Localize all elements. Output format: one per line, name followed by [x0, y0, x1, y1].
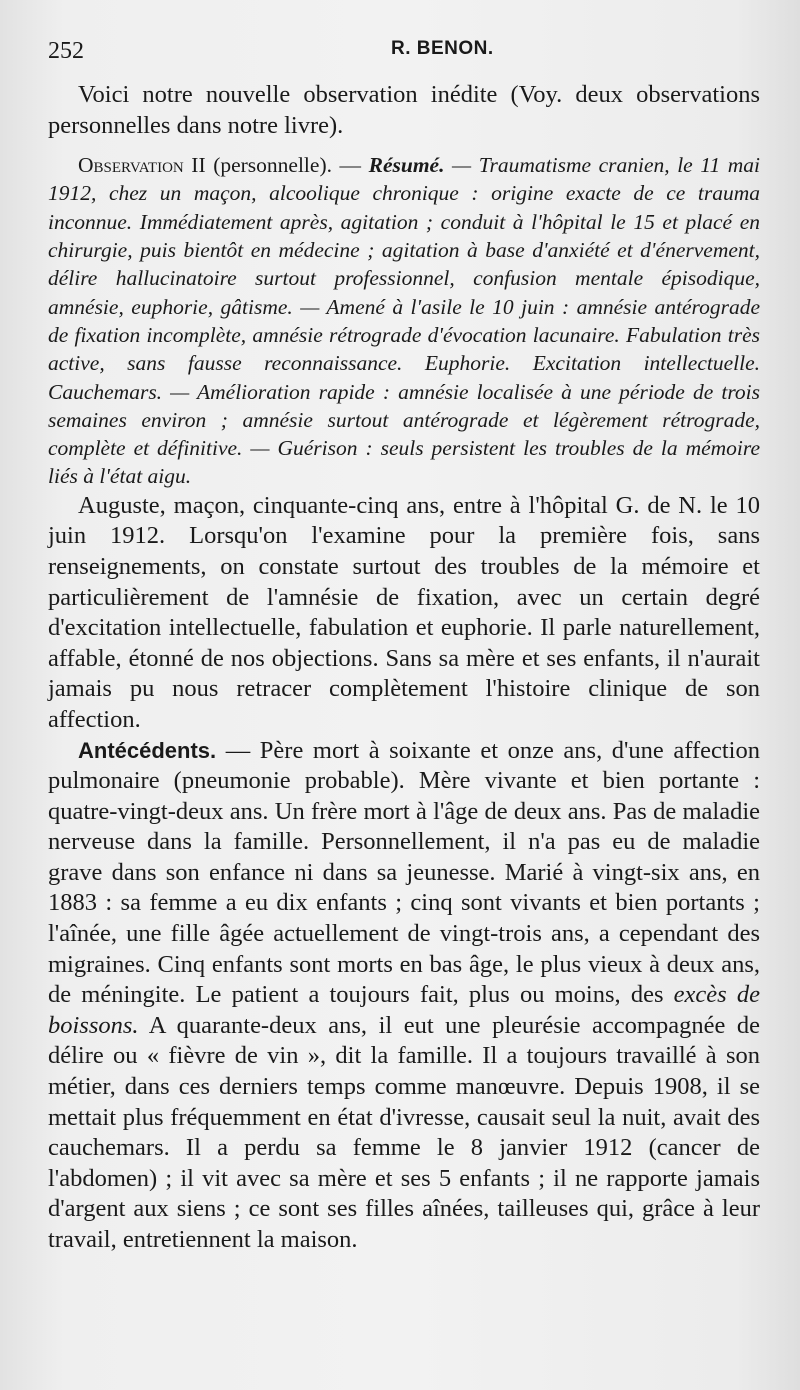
page-number: 252	[48, 38, 84, 64]
resume-label: Résumé.	[368, 153, 445, 178]
antecedents-emphasis: excès de boissons.	[48, 981, 761, 1039]
running-head: R. BENON.	[391, 38, 494, 59]
antecedents-text-part2: A quarante-deux ans, il eut une pleurésie accompagnée de délire ou « fièvre de vin », dit la famille. Il a toujours travaillé à son métier, dans ces derniers temps comme manœuvre. Depuis 1908, il se mettait plus fréquemment en état d'ivresse, causait seul la nuit, avait des cauchemars. Il a perdu sa femme le 8 janvier 1912 (cancer de l'abdomen) ; il vit avec sa mère et ses 5 enfants ; il ne rapporte jamais d'argent aux siens ; ce sont ses filles aînées, tailleuses qui, grâce à leur travail, entretiennent la maison.	[48, 1011, 760, 1253]
intro-paragraph: Voici notre nouvelle observation inédite (Voy. deux observations personnelles dans notre livre).	[48, 81, 760, 139]
page-body	[48, 80, 760, 1256]
page-header	[48, 38, 758, 72]
observation-label-suffix: (personnelle). —	[205, 153, 369, 178]
auguste-paragraph: Auguste, maçon, cinquante-cinq ans, entre à l'hôpital G. de N. le 10 juin 1912. Lorsqu'on l'examine pour la première fois, sans renseignements, on constate surtout des troubles de la mémoire et particulièrement de l'amnésie de fixation, avec un certain degré d'excitation intellectuelle, fabulation et euphorie. Il parle naturellement, affable, étonné de nos objections. Sans sa mère et ses enfants, il n'aurait jamais pu nous retracer complètement l'histoire clinique de son affection.	[48, 491, 760, 733]
observation-label: Observation II	[78, 153, 206, 178]
antecedents-heading: Antécédents.	[78, 737, 217, 763]
observation-summary	[48, 151, 760, 491]
resume-text: — Traumatisme cranien, le 11 mai 1912, chez un maçon, alcoolique chronique : origine exacte de ce trauma inconnue. Immédiatement après, agitation ; conduit à l'hôpital le 15 et placé en chirurgie, puis bientôt en médecine ; agitation à base d'anxiété et d'énervement, délire hallucinatoire surtout professionnel, confusion mentale épisodique, amnésie, euphorie, gâtisme. — Amené à l'asile le 10 juin : amnésie antérograde de fixation incomplète, amnésie rétrograde d'évocation lacunaire. Fabulation très active, sans fausse reconnaissance. Euphorie. Excitation intellectuelle. Cauchemars. — Amélioration rapide : amnésie localisée à une période de trois semaines environ ; amnésie surtout antérograde et légèrement rétrograde, complète et définitive. — Guérison : seuls persistent les troubles de la mémoire liés à l'état aigu.	[48, 153, 761, 489]
antecedents-text-part1: — Père mort à soixante et onze ans, d'une affection pulmonaire (pneumonie probable). Mère vivante et bien portante : quatre-vingt-deux ans. Un frère mort à l'âge de deux ans. Pas de maladie nerveuse dans la famille. Personnellement, il n'a pas eu de maladie grave dans son enfance ni dans sa jeunesse. Marié à vingt-six ans, en 1883 : sa femme a eu dix enfants ; cinq sont vivants et bien portants ; l'aînée, une fille âgée actuellement de vingt-trois ans, a cependant des migraines. Cinq enfants sont morts en bas âge, le plus vieux à deux ans, de méningite. Le patient a toujours fait, plus ou moins, des	[48, 736, 760, 1009]
antecedents-paragraph	[48, 736, 760, 1256]
